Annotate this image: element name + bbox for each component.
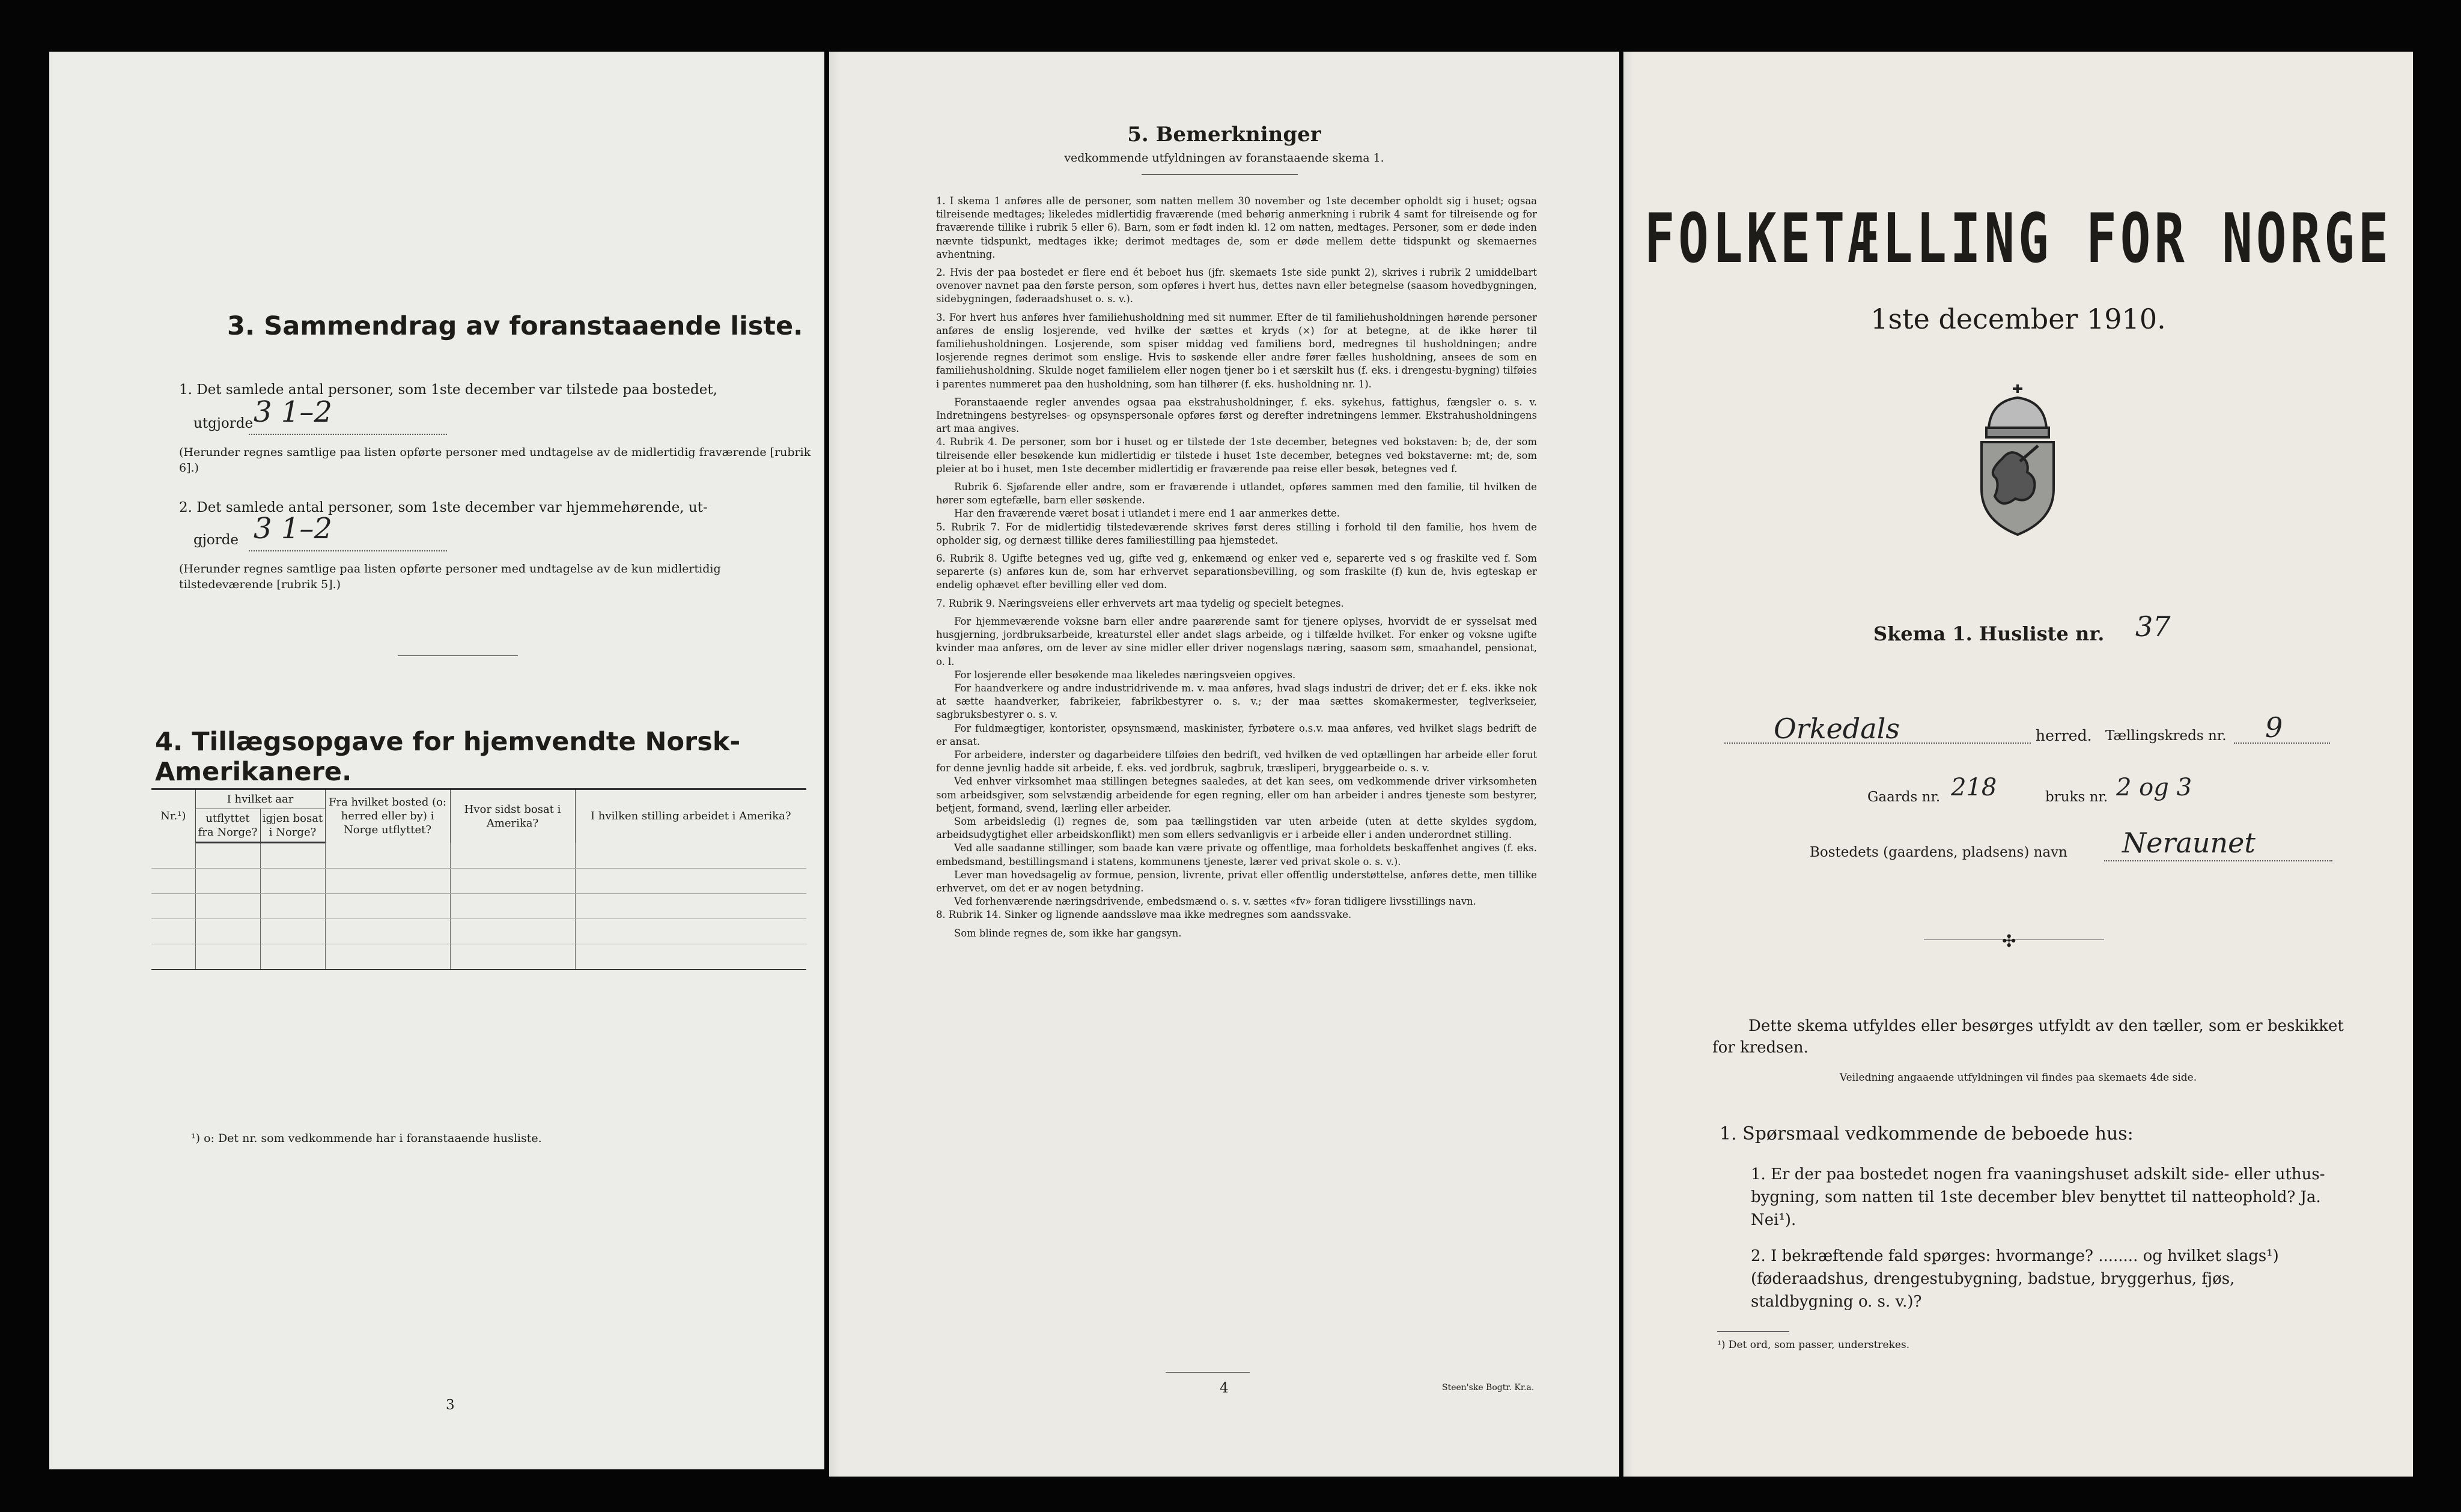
table-cell bbox=[450, 869, 575, 894]
col-position: I hvilken stilling arbeidet i Amerika? bbox=[575, 789, 806, 843]
remark-item: 1. I skema 1 anføres alle de personer, som natten mellem 30 november og 1ste december opholdt sig i huset; ogsaa tilreisende medtages; likeledes midlertidig fraværende (med behørig anmerkning i rubrik 4 samt for tilreisende og for fraværende tillike i rubrik 5 eller 6). Barn, som er født inden kl. 12 om natten, medtages. Personer, som er døde inden nævnte tidspunkt, medtages ikke; derimot medtages de, som er døde mellem dette tidspunkt og skemaernes avhentning. bbox=[936, 195, 1537, 260]
q1-value-line bbox=[249, 434, 447, 435]
page-1 bbox=[1623, 52, 2413, 1477]
remark-item: For losjerende eller besøkende maa likeledes næringsveien opgives. bbox=[954, 669, 1296, 681]
remark-item: Lever man hovedsagelig av formue, pension, livrente, privat eller offentlig understøttelse, anføres dette, men tillike erhvervet, om det er av nogen betydning. bbox=[936, 869, 1537, 894]
remark-item: Rubrik 6. Sjøfarende eller andre, som er fraværende i utlandet, opføres sammen med den familie, til hvilken de hører som egtefælle, barn eller søskende. bbox=[936, 481, 1537, 506]
table-row bbox=[151, 843, 806, 869]
divider bbox=[1717, 1331, 1789, 1332]
table-cell bbox=[151, 869, 195, 894]
question-1: 1. Er der paa bostedet nogen fra vaaningshuset adskilt side- eller uthus-bygning, som natten til 1ste december blev benyttet til natteophold? Ja. Nei¹). bbox=[1751, 1165, 2325, 1229]
table-cell bbox=[450, 894, 575, 919]
kreds-value: 9 bbox=[2265, 711, 2283, 744]
questions-header: 1. Spørsmaal vedkommende de beboede hus: bbox=[1720, 1123, 2134, 1144]
table-cell bbox=[151, 894, 195, 919]
table-cell bbox=[325, 944, 450, 970]
remark-item: Foranstaaende regler anvendes ogsaa paa ekstrahusholdninger, f. eks. sykehus, fattighus, fængsler o. s. v. Indretningens bestyrelses- og opsynspersonale opføres først og derefter indretningens lemmer. Ekstrahusholdningens art maa angives. bbox=[936, 396, 1537, 435]
bosted-value: Neraunet bbox=[2122, 827, 2256, 859]
bosted-label: Bostedets (gaardens, pladsens) navn bbox=[1810, 845, 2067, 860]
guide-text: Veiledning angaaende utfyldningen vil findes paa skemaets 4de side. bbox=[1839, 1072, 2197, 1084]
bosted-line bbox=[2104, 860, 2332, 861]
table-cell bbox=[151, 843, 195, 869]
remark-item: Ved enhver virksomhet maa stillingen betegnes saaledes, at det kan sees, om vedkommende driver virksomheten som arbeidsgiver, som selvstændig arbeidende for egen regning, eller om han arbeider i andres tjeneste som bestyrer, betjent, formand, svend, lærling eller arbeider. bbox=[936, 776, 1537, 814]
remark-item: For fuldmægtiger, kontorister, opsynsmænd, maskinister, fyrbøtere o.s.v. maa anføres, ved hvilket slags bedrift de er ansat. bbox=[936, 722, 1537, 747]
remark-item: Som blinde regnes de, som ikke har gangsyn. bbox=[954, 927, 1182, 939]
table-cell bbox=[260, 894, 325, 919]
divider bbox=[398, 655, 518, 656]
table-cell bbox=[151, 919, 195, 944]
q1-label: utgjorde bbox=[193, 416, 254, 431]
section-3-title: 3. Sammendrag av foranstaaende liste. bbox=[227, 311, 803, 341]
kreds-line bbox=[2234, 742, 2330, 744]
col-last-residence: Hvor sidst bosat i Amerika? bbox=[450, 789, 575, 843]
q2-value: 3 1–2 bbox=[254, 512, 332, 545]
table-cell bbox=[575, 869, 806, 894]
table-cell bbox=[325, 894, 450, 919]
col-returned: igjen bosat i Norge? bbox=[260, 809, 325, 843]
table-cell bbox=[325, 919, 450, 944]
remarks-title: 5. Bemerkninger bbox=[1127, 123, 1321, 147]
col-from-where: Fra hvilket bosted (o: herred eller by) i Norge utflyttet? bbox=[325, 789, 450, 843]
table-cell bbox=[575, 944, 806, 970]
table-row bbox=[151, 894, 806, 919]
main-title: FOLKETÆLLING FOR NORGE bbox=[1644, 198, 2393, 279]
q2-value-line bbox=[249, 550, 447, 551]
main-title-wrap bbox=[1623, 198, 2413, 279]
q1-value: 3 1–2 bbox=[254, 395, 332, 429]
table-cell bbox=[195, 944, 260, 970]
remark-item: 5. Rubrik 7. For de midlertidig tilstedeværende skrives først deres stilling i forhold til den familie, hos hvem de opholder sig, og dernæst tillike deres familiestilling paa hjemstedet. bbox=[936, 521, 1537, 546]
table-row bbox=[151, 869, 806, 894]
q1-note: (Herunder regnes samtlige paa listen opførte personer med undtagelse av de midlertidig fraværende [rubrik 6].) bbox=[179, 446, 811, 475]
bruks-label: bruks nr. bbox=[2045, 789, 2108, 805]
table-cell bbox=[260, 944, 325, 970]
table-cell bbox=[450, 843, 575, 869]
remark-item: Som arbeidsledig (l) regnes de, som paa tællingstiden var uten arbeide (uten at dette skyldes sygdom, arbeidsudygtighet eller arbeidskonflikt) men som ellers sedvanligvis er i arbeide eller i anden underordnet stilling. bbox=[936, 815, 1537, 841]
q1-text: 1. Det samlede antal personer, som 1ste december var tilstede paa bostedet, bbox=[179, 382, 717, 398]
remark-item: 4. Rubrik 4. De personer, som bor i huset og er tilstede der 1ste december, betegnes ved bokstaven: b; de, der som tilreisende eller besøkende kun midlertidig er tilstede i huset 1ste december, betegnes ved bokstaverne: mt; de, som pleier at bo i huset, men 1ste december midlertidig er fraværende paa reise eller besøk, betegnes ved f. bbox=[936, 436, 1537, 475]
gaards-value: 218 bbox=[1951, 774, 1997, 801]
table-row bbox=[151, 944, 806, 970]
gaards-label: Gaards nr. bbox=[1867, 789, 1941, 805]
remark-item: For hjemmeværende voksne barn eller andre paarørende samt for tjenere oplyses, hvorvidt de er sysselsat med husgjerning, jordbruksarbeide, kreaturstel eller andet slags arbeide, og i tilfælde hvilket. For enker og voksne ugifte kvinder maa anføres, om de lever av sine midler eller driver nogenslags næring, saasom søm, smaahandel, pensionat, o. l. bbox=[936, 615, 1537, 667]
question-2: 2. I bekræftende fald spørges: hvormange? ........ og hvilket slags¹) (føderaadshus, drengestubygning, badstue, bryggerhus, fjøs, staldbygning o. s. v.)? bbox=[1751, 1247, 2279, 1311]
table-cell bbox=[260, 843, 325, 869]
intro-text: Dette skema utfyldes eller besørges utfyldt av den tæller, som er beskikket for kredsen. bbox=[1712, 1017, 2344, 1057]
table-cell bbox=[450, 944, 575, 970]
col-nr: Nr.¹) bbox=[151, 789, 195, 843]
herred-label: herred. bbox=[2036, 727, 2092, 744]
husliste-nr: 37 bbox=[2135, 610, 2171, 643]
table-cell bbox=[450, 919, 575, 944]
ornament-icon: ✣ bbox=[2002, 931, 2016, 951]
q2-note: (Herunder regnes samtlige paa listen opførte personer med undtagelse av de kun midlertidig tilstedeværende [rubrik 5].) bbox=[179, 562, 721, 591]
table-cell bbox=[195, 894, 260, 919]
page1-footnote: ¹) Det ord, som passer, understrekes. bbox=[1717, 1339, 1910, 1351]
divider bbox=[1142, 174, 1298, 175]
table-cell bbox=[325, 869, 450, 894]
remark-item: 2. Hvis der paa bostedet er flere end ét beboet hus (jfr. skemaets 1ste side punkt 2), skrives i rubrik 2 umiddelbart ovenover navnet paa den første person, som opføres i hvert hus, dettes navn eller betegnelse (saasom hovedbygningen, sidebygningen, føderaadshuset o. s. v.). bbox=[936, 267, 1537, 305]
coat-of-arms-icon bbox=[1965, 381, 2070, 538]
col-emigrated: utflyttet fra Norge? bbox=[195, 809, 260, 843]
table-cell bbox=[195, 919, 260, 944]
divider bbox=[1166, 1372, 1250, 1373]
table-body bbox=[151, 843, 806, 970]
remark-item: 3. For hvert hus anføres hver familiehusholdning med sit nummer. Efter de til familiehusholdningen hørende personer anføres de enslig losjerende, ved hvilke der sættes et kryds (×) for at betegne, at de ikke hører til familiehusholdningen. Losjerende, som spiser middag ved familiens bord, medregnes til husholdningen; andre losjerende regnes derimot som enslige. Hvis to søskende eller andre fører fælles husholdning, ansees de som en familiehusholdning. Skulde noget familielem eller nogen tjener bo i et særskilt hus (f. eks. i drengestu-bygning) tilføies i parentes nummeret paa den husholdning, som han tilhører (f. eks. husholdning nr. 1). bbox=[936, 311, 1537, 390]
census-date: 1ste december 1910. bbox=[1870, 303, 2166, 335]
remark-item: Ved alle saadanne stillinger, som baade kan være private og offentlige, maa forholdets beskaffenhet angives (f. eks. embedsmand, bestillingsmand i statens, kommunens tjeneste, lærer ved privat skole o. s. v.). bbox=[936, 842, 1537, 867]
table-cell bbox=[195, 843, 260, 869]
section-4-title: 4. Tillægsopgave for hjemvendte Norsk-Amerikanere. bbox=[155, 727, 741, 787]
table-footnote: ¹) o: Det nr. som vedkommende har i foranstaaende husliste. bbox=[191, 1132, 542, 1145]
page-4 bbox=[829, 52, 1619, 1477]
remark-item: 8. Rubrik 14. Sinker og lignende aandssløve maa ikke medregnes som aandssvake. bbox=[936, 909, 1352, 921]
remarks-list bbox=[936, 195, 1537, 940]
herred-value: Orkedals bbox=[1774, 712, 1900, 745]
remark-item: Ved forhenværende næringsdrivende, embedsmænd o. s. v. sættes «fv» foran tidligere livsstillings navn. bbox=[954, 896, 1476, 908]
remark-item: 6. Rubrik 8. Ugifte betegnes ved ug, gifte ved g, enkemænd og enker ved e, separerte ved s og fraskilte ved f. Som separerte (s) anføres kun de, som har erhvervet separationsbevilling, og som fraskilte (f) kun de, hvis egteskap er endelig ophævet efter bevilling eller ved dom. bbox=[936, 553, 1537, 591]
q2-label: gjorde bbox=[193, 532, 239, 548]
table-cell bbox=[195, 869, 260, 894]
remark-item: 7. Rubrik 9. Næringsveiens eller erhvervets art maa tydelig og specielt betegnes. bbox=[936, 597, 1344, 609]
table-row bbox=[151, 919, 806, 944]
table-cell bbox=[325, 843, 450, 869]
table-cell bbox=[151, 944, 195, 970]
table-cell bbox=[575, 843, 806, 869]
remark-item: Har den fraværende været bosat i utlandet i mere end 1 aar anmerkes dette. bbox=[954, 508, 1340, 520]
norsk-amerikanere-table bbox=[151, 788, 806, 970]
page-number: 3 bbox=[446, 1397, 455, 1413]
table-cell bbox=[575, 894, 806, 919]
page-3 bbox=[49, 52, 824, 1469]
remarks-subtitle: vedkommende utfyldningen av foranstaaende skema 1. bbox=[1064, 151, 1384, 165]
col-group-year: I hvilket aar bbox=[195, 789, 325, 809]
table-cell bbox=[260, 919, 325, 944]
bruks-value: 2 og 3 bbox=[2116, 774, 2192, 801]
q2-text: 2. Det samlede antal personer, som 1ste december var hjemmehørende, ut- bbox=[179, 500, 708, 515]
table-cell bbox=[575, 919, 806, 944]
remark-item: For haandverkere og andre industridrivende m. v. maa anføres, hvad slags industri de driver; det er f. eks. ikke nok at sætte haandverker, fabrikeier, fabrikbestyrer o. s. v.; der maa sættes skomakermester, teglverkseier, sagbruksbestyrer o. s. v. bbox=[936, 682, 1537, 721]
kreds-label: Tællingskreds nr. bbox=[2105, 728, 2227, 744]
table-cell bbox=[260, 869, 325, 894]
printer-mark: Steen'ske Bogtr. Kr.a. bbox=[1442, 1383, 1535, 1392]
schema-label: Skema 1. Husliste nr. bbox=[1873, 622, 2105, 645]
remark-item: For arbeidere, inderster og dagarbeidere tilføies den bedrift, ved hvilken de ved optællingen har arbeide eller forut for denne jevnlig hadde sit arbeide, f. eks. ved jordbruk, sagbruk, træsliperi, bryggearbeide o. s. v. bbox=[936, 748, 1537, 774]
page-number: 4 bbox=[1220, 1380, 1229, 1396]
